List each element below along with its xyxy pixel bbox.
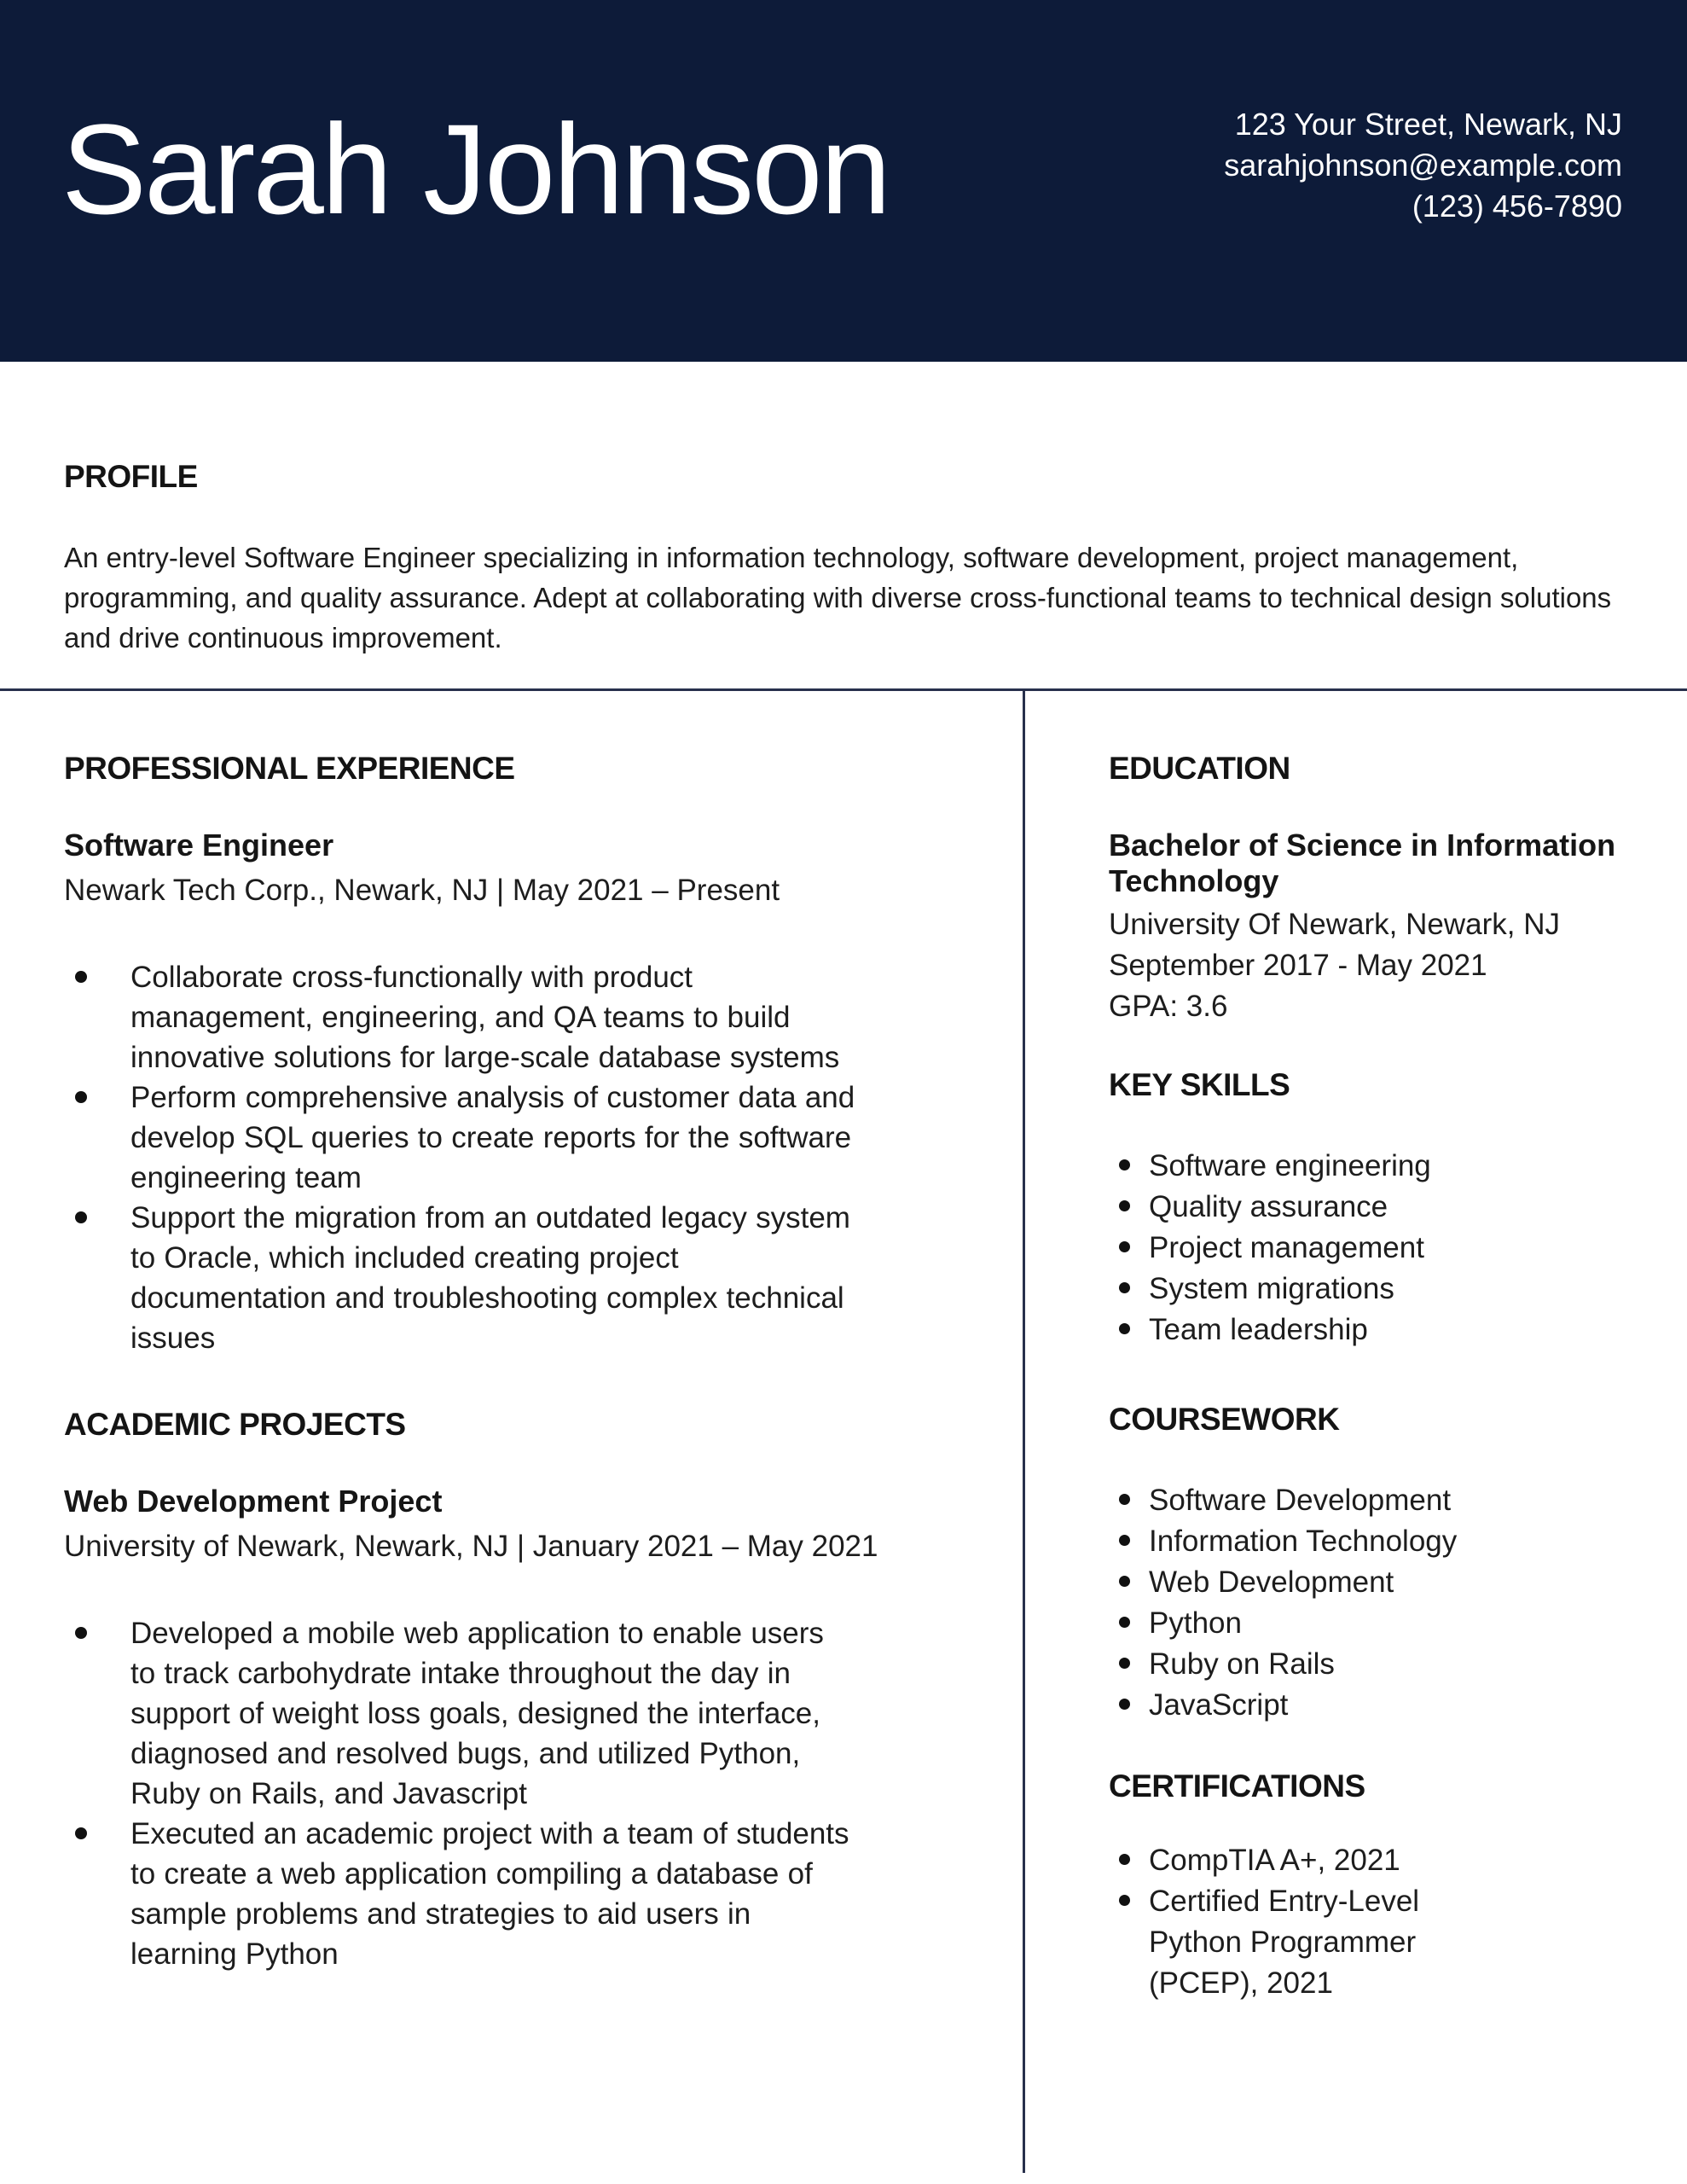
key-skills-heading: KEY SKILLS [1109,1067,1290,1102]
bullet-dot-icon [1119,1699,1130,1710]
project-meta: University of Newark, Newark, NJ | January 2021 – May 2021 [64,1530,878,1563]
bullet-item [64,1077,957,1198]
projects-heading: ACADEMIC PROJECTS [64,1407,406,1442]
project-bullet-list [64,1613,957,1974]
bullet-dot-icon [75,971,87,983]
bullet-text: Python [1149,1606,1242,1640]
bullet-dot-icon [75,1627,87,1639]
bullet-text: Ruby on Rails [1149,1647,1335,1681]
two-column-layout [64,691,1622,2173]
bullet-item [1109,1521,1622,1562]
bullet-item [1109,1644,1622,1685]
left-column [64,691,1025,2173]
bullet-item [64,1814,957,1974]
bullet-text: Project management [1149,1231,1424,1264]
bullet-dot-icon [1119,1617,1130,1628]
bullet-item [1109,1480,1622,1521]
profile-summary: An entry-level Software Engineer specializing in information technology, software development, project management, programming, and quality assurance. Adept at collaborating with diverse cross-functional teams to technical design solutions and drive continuous improvement. [64,542,1612,653]
bullet-dot-icon [1119,1282,1130,1293]
contact-email: sarahjohnson@example.com [1224,148,1622,183]
bullet-item [1109,1840,1622,1881]
header-band [0,0,1687,362]
bullet-text: Collaborate cross-functionally with product management, engineering, and QA teams to build innovative solutions for large-scale database systems [130,961,840,1074]
coursework-list [1109,1480,1622,1726]
bullet-item [1109,1603,1622,1644]
education-heading: EDUCATION [1109,751,1290,786]
bullet-item [1109,1562,1622,1603]
bullet-dot-icon [75,1091,87,1103]
contact-address: 123 Your Street, Newark, NJ [1234,107,1622,142]
bullet-text: Team leadership [1149,1313,1368,1346]
bullet-text: Developed a mobile web application to enable users to track carbohydrate intake throughout the day in support of weight loss goals, designed the interface, diagnosed and resolved bugs, and utilized Python, Ruby on Rails, and Javascript [130,1617,824,1810]
bullet-text: JavaScript [1149,1688,1289,1722]
education-dates: September 2017 - May 2021 [1109,949,1487,982]
education-school: University Of Newark, Newark, NJ [1109,908,1560,941]
certifications-list [1109,1840,1622,2004]
bullet-dot-icon [75,1211,87,1223]
person-name: Sarah Johnson [61,97,890,241]
bullet-text: Certified Entry-Level Python Programmer (PCEP), 2021 [1149,1885,1420,2000]
job-meta: Newark Tech Corp., Newark, NJ | May 2021 – Present [64,874,780,907]
contact-phone: (123) 456-7890 [1412,189,1622,224]
bullet-item [1109,1187,1622,1228]
key-skills-list [1109,1146,1622,1350]
bullet-text: Executed an academic project with a team of students to create a web application compiling a database of sample problems and strategies to aid users in learning Python [130,1817,849,1971]
bullet-text: Support the migration from an outdated legacy system to Oracle, which included creating project documentation and troubleshooting complex technical issues [130,1201,850,1355]
bullet-dot-icon [1119,1576,1130,1587]
bullet-text: Perform comprehensive analysis of customer data and develop SQL queries to create reports for the software engineering team [130,1081,855,1194]
coursework-heading: COURSEWORK [1109,1402,1340,1437]
bullet-item [64,1198,957,1358]
right-column [1025,691,1622,2173]
bullet-text: Quality assurance [1149,1190,1388,1223]
experience-heading: PROFESSIONAL EXPERIENCE [64,751,515,786]
bullet-item [1109,1146,1622,1187]
bullet-text: Software engineering [1149,1149,1431,1182]
bullet-text: Software Development [1149,1484,1452,1517]
degree-title: Bachelor of Science in Information Technology [1109,828,1616,898]
bullet-text: Web Development [1149,1565,1394,1599]
contact-block [1224,104,1622,227]
bullet-dot-icon [1119,1895,1130,1906]
bullet-dot-icon [1119,1854,1130,1865]
bullet-dot-icon [1119,1535,1130,1546]
certifications-heading: CERTIFICATIONS [1109,1769,1365,1804]
bullet-text: System migrations [1149,1272,1394,1305]
bullet-item [1109,1269,1622,1310]
bullet-dot-icon [1119,1241,1130,1252]
bullet-item [64,1613,957,1814]
bullet-item [1109,1881,1622,2004]
bullet-dot-icon [1119,1323,1130,1334]
bullet-item [64,957,957,1077]
bullet-dot-icon [75,1827,87,1839]
bullet-text: Information Technology [1149,1525,1458,1558]
job-title: Software Engineer [64,828,334,863]
bullet-item [1109,1685,1622,1726]
project-title: Web Development Project [64,1484,443,1519]
job-bullet-list [64,957,957,1358]
bullet-dot-icon [1119,1159,1130,1170]
resume-body [0,459,1687,2173]
bullet-text: CompTIA A+, 2021 [1149,1844,1400,1877]
education-details [1109,904,1622,1027]
bullet-dot-icon [1119,1494,1130,1505]
profile-heading: PROFILE [64,459,198,494]
bullet-dot-icon [1119,1200,1130,1211]
bullet-item [1109,1228,1622,1269]
bullet-item [1109,1310,1622,1350]
bullet-dot-icon [1119,1658,1130,1669]
education-gpa: GPA: 3.6 [1109,990,1228,1023]
